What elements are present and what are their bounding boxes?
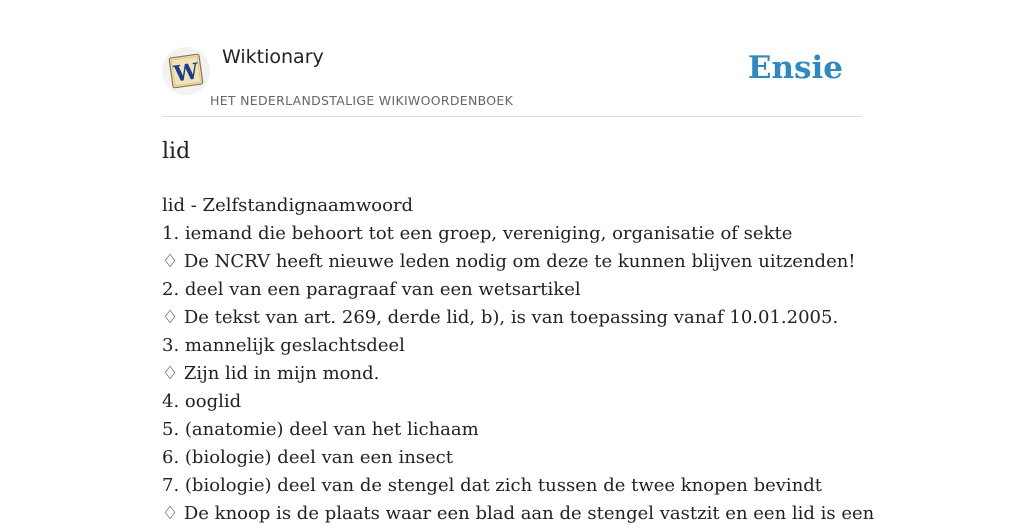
wiktionary-logo-icon[interactable] (162, 47, 210, 95)
ensie-brand-logo[interactable]: Ensie (747, 50, 843, 86)
page-title: lid (162, 139, 191, 164)
entry-line: 2. deel van een paragraaf van een wetsartikel (162, 279, 581, 300)
entry-line: lid - Zelfstandignaamwoord (162, 195, 414, 216)
site-header (162, 0, 862, 117)
entry-line: 7. (biologie) deel van de stengel dat zich tussen de twee knopen bevindt (162, 475, 823, 496)
entry-line: ♢ De knoop is de plaats waar een blad aan de stengel vastzit en een lid is een (162, 503, 875, 524)
entry-line: 1. iemand die behoort tot een groep, vereniging, organisatie of sekte (162, 223, 793, 244)
entry-line: 4. ooglid (162, 391, 242, 412)
entry-line: ♢ De NCRV heeft nieuwe leden nodig om deze te kunnen blijven uitzenden! (162, 251, 856, 272)
entry-line: ♢ Zijn lid in mijn mond. (162, 363, 380, 384)
site-name[interactable]: Wiktionary (222, 46, 324, 68)
entry-line: 6. (biologie) deel van een insect (162, 447, 453, 468)
entry-content (162, 192, 882, 528)
entry-line: 5. (anatomie) deel van het lichaam (162, 419, 479, 440)
entry-line: 3. mannelijk geslachtsdeel (162, 335, 405, 356)
entry-line: ♢ De tekst van art. 269, derde lid, b), is van toepassing vanaf 10.01.2005. (162, 307, 839, 328)
logo-letter: W (172, 58, 201, 88)
site-tagline: HET NEDERLANDSTALIGE WIKIWOORDENBOEK (210, 93, 514, 108)
